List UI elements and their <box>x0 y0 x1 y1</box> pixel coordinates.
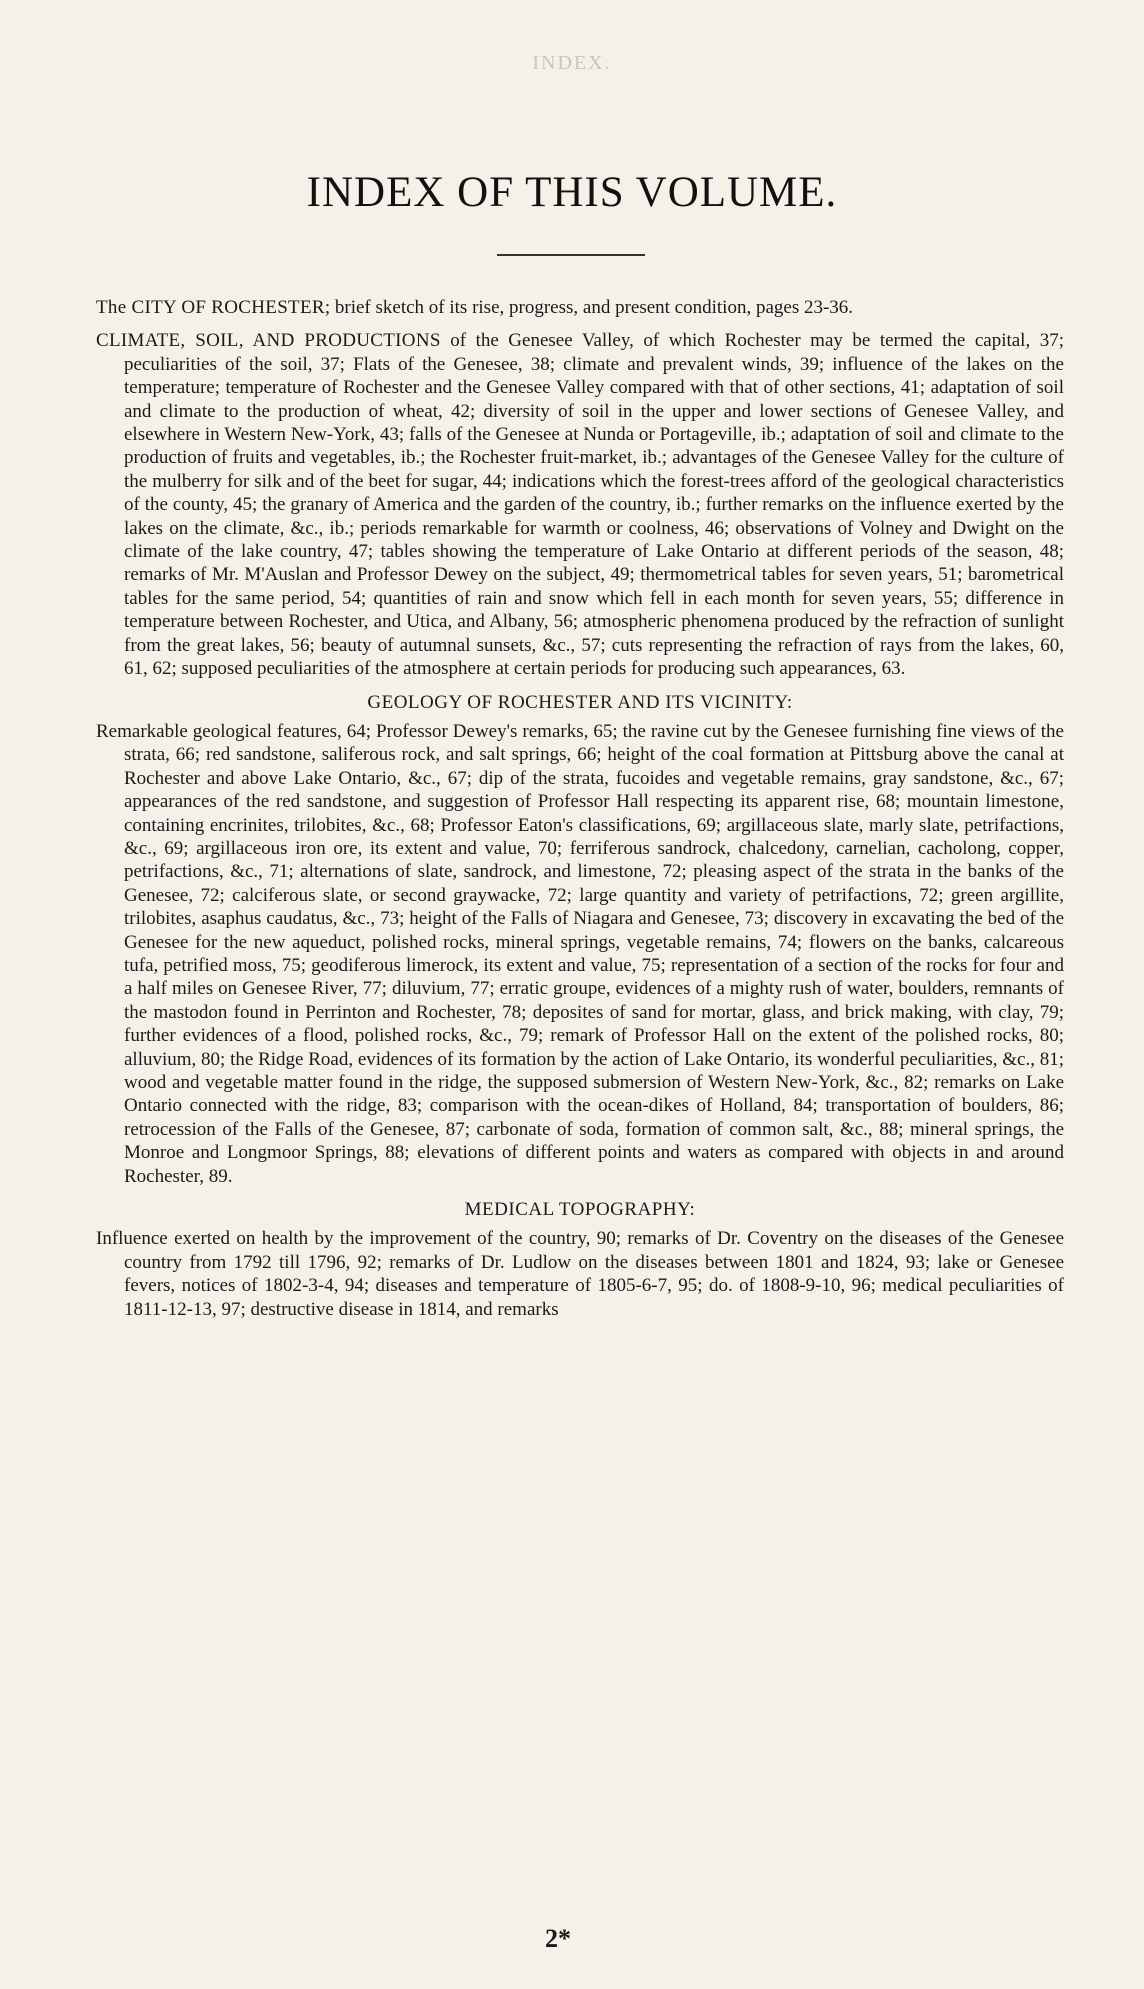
signature-mark: 2* <box>545 1924 571 1953</box>
entry-lead: CLIMATE, SOIL, AND PRODUCTIONS <box>96 330 441 352</box>
index-entry-geology: Remarkable geological features, 64; Professor Dewey's remarks, 65; the ravine cut by the Genesee furnishing fine views of the strata, 66; red sandstone, saliferous rock, and salt springs, 66; height of the coal formation at Pittsburg above the canal at Rochester and above Lake Ontario, &c., 67; dip of the strata, fucoides and vegetable remains, gray sandstone, &c., 67; appearances of the red sandstone, and suggestion of Professor Hall respecting its apparent rise, 68; mountain limestone, containing encrinites, trilobites, &c., 68; Professor Eaton's classifications, 69; argillaceous slate, marly slate, petrifactions, &c., 69; argillaceous iron ore, its extent and value, 70; ferriferous sandrock, chalcedony, carnelian, cacholong, copper, petrifactions, &c., 71; alternations of slate, sandrock, and limestone, 72; pleasing aspect of the strata in the banks of the Genesee, 72; calciferous slate, or second graywacke, 72; large quantity and variety of petrifactions, 72; green argillite, trilobites, asaphus caudatus, &c., 73; height of the Falls of Niagara and Genesee, 73; discovery in excavating the bed of the Genesee for the new aqueduct, polished rocks, mineral springs, vegetable remains, 74; flowers on the banks, calcareous tufa, petrified moss, 75; geodiferous limerock, its extent and value, 75; representation of a section of the rocks for four and a half miles on Genesee River, 77; diluvium, 77; erratic groupe, evidences of a mighty rush of water, boulders, remnants of the mastodon found in Perrinton and Rochester, 78; deposites of sand for mortar, glass, and brick making, with clay, 79; further evidences of a flood, polished rocks, &c., 79; remark of Professor Hall on the extent of the polished rocks, 80; alluvium, 80; the Ridge Road, evidences of its formation by the action of Lake Ontario, its wonderful peculiarities, &c., 81; wood and vegetable matter found in the ridge, the supposed submersion of Western New-York, &c., 82; remarks on Lake Ontario connected with the ridge, 83; comparison with the ocean-dikes of Holland, 84; transportation of boulders, 86; retrocession of the Falls of the Genesee, 87; carbonate of soda, formation of common salt, &c., 88; mineral springs, the Monroe and Longmoor Springs, 88; elevations of different points and waters as compared with objects in and around Rochester, 89. <box>96 720 1064 1187</box>
running-head: INDEX. <box>532 52 612 74</box>
section-heading-geology: GEOLOGY OF ROCHESTER AND ITS VICINITY: <box>367 691 793 713</box>
index-entry-medical: Influence exerted on health by the improvement of the country, 90; remarks of Dr. Coventry on the diseases of the Genesee country from 1792 till 1796, 92; remarks of Dr. Ludlow on the diseases between 1801 and 1824, 93; lake or Genesee fevers, notices of 1802-3-4, 94; diseases and temperature of 1805-6-7, 95; do. of 1808-9-10, 96; medical peculiarities of 1811-12-13, 97; destructive disease in 1814, and remarks <box>96 1228 1064 1320</box>
title-rule <box>497 254 645 256</box>
page-title: INDEX OF THIS VOLUME. <box>306 169 838 216</box>
section-heading-medical: MEDICAL TOPOGRAPHY: <box>464 1199 696 1221</box>
entry-lead: The CITY OF ROCHESTER <box>96 297 325 318</box>
index-entry-city <box>96 296 1064 319</box>
entry-text: ; brief sketch of its rise, progress, and present condition, pages 23-36. <box>324 297 854 318</box>
index-entry-climate <box>96 329 1064 680</box>
entry-text: of the Genesee Valley, of which Rochester may be termed the capital, 37; peculiarities of the soil, 37; Flats of the Genesee, 38; climate and prevalent winds, 39; influence of the lakes on the temperature; temperature of Rochester and the Genesee Valley compared with that of other sections, 41; adaptation of soil and climate to the production of wheat, 42; diversity of soil in the upper and lower sections of Genesee Valley, and elsewhere in Western New-York, 43; falls of the Genesee at Nunda or Portageville, ib.; adaptation of soil and climate to the production of fruits and vegetables, ib.; the Rochester fruit-market, ib.; advantages of the Genesee Valley for the culture of the mulberry for silk and of the beet for sugar, 44; indications which the forest-trees afford of the geological characteristics of the county, 45; the granary of America and the garden of the country, ib.; further remarks on the influence exerted by the lakes on the climate, &c., ib.; periods remarkable for warmth or coolness, 46; observations of Volney and Dwight on the climate of the lake country, 47; tables showing the temperature of Lake Ontario at different periods of the season, 48; remarks of Mr. M'Auslan and Professor Dewey on the subject, 49; thermometrical tables for seven years, 51; barometrical tables for the same period, 54; quantities of rain and snow which fell in each month for seven years, 55; difference in temperature between Rochester, and Utica, and Albany, 56; atmospheric phenomena produced by the refraction of sunlight from the great lakes, 56; beauty of autumnal sunsets, &c., 57; cuts representing the refraction of rays from the lakes, 60, 61, 62; supposed peculiarities of the atmosphere at certain periods for producing such appearances, 63. <box>124 330 1065 680</box>
index-body <box>96 296 1064 1331</box>
